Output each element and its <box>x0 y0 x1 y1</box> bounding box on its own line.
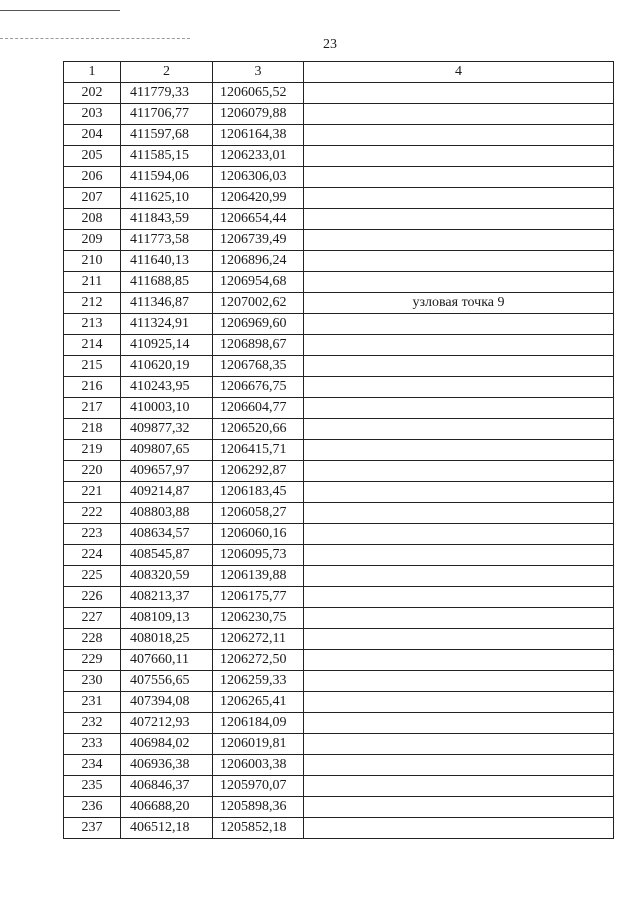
y-coordinate-cell: 1206768,35 <box>213 356 304 377</box>
table-row <box>64 629 614 650</box>
point-number-cell: 227 <box>64 608 121 629</box>
note-cell <box>304 587 614 608</box>
table-row <box>64 440 614 461</box>
x-coordinate-cell: 410925,14 <box>121 335 213 356</box>
x-coordinate-cell: 410620,19 <box>121 356 213 377</box>
table-row <box>64 797 614 818</box>
y-coordinate-cell: 1206654,44 <box>213 209 304 230</box>
y-coordinate-cell: 1206184,09 <box>213 713 304 734</box>
table-row <box>64 587 614 608</box>
y-coordinate-cell: 1206676,75 <box>213 377 304 398</box>
table-row <box>64 377 614 398</box>
column-header-2: 2 <box>121 62 213 83</box>
note-cell <box>304 776 614 797</box>
point-number-cell: 221 <box>64 482 121 503</box>
point-number-cell: 211 <box>64 272 121 293</box>
x-coordinate-cell: 411706,77 <box>121 104 213 125</box>
table-row <box>64 566 614 587</box>
point-number-cell: 217 <box>64 398 121 419</box>
x-coordinate-cell: 411594,06 <box>121 167 213 188</box>
point-number-cell: 231 <box>64 692 121 713</box>
x-coordinate-cell: 409214,87 <box>121 482 213 503</box>
y-coordinate-cell: 1205852,18 <box>213 818 304 839</box>
point-number-cell: 223 <box>64 524 121 545</box>
x-coordinate-cell: 411597,68 <box>121 125 213 146</box>
note-cell <box>304 608 614 629</box>
column-header-1: 1 <box>64 62 121 83</box>
x-coordinate-cell: 407394,08 <box>121 692 213 713</box>
point-number-cell: 220 <box>64 461 121 482</box>
table-row <box>64 230 614 251</box>
table-row <box>64 524 614 545</box>
table-row <box>64 776 614 797</box>
table-header-row <box>64 62 614 83</box>
x-coordinate-cell: 408634,57 <box>121 524 213 545</box>
x-coordinate-cell: 411779,33 <box>121 83 213 104</box>
table-row <box>64 818 614 839</box>
point-number-cell: 226 <box>64 587 121 608</box>
y-coordinate-cell: 1206060,16 <box>213 524 304 545</box>
note-cell <box>304 566 614 587</box>
note-cell <box>304 398 614 419</box>
y-coordinate-cell: 1206604,77 <box>213 398 304 419</box>
page-number: 23 <box>323 37 337 52</box>
x-coordinate-cell: 409807,65 <box>121 440 213 461</box>
x-coordinate-cell: 406936,38 <box>121 755 213 776</box>
point-number-cell: 234 <box>64 755 121 776</box>
y-coordinate-cell: 1206969,60 <box>213 314 304 335</box>
note-cell <box>304 797 614 818</box>
point-number-cell: 213 <box>64 314 121 335</box>
x-coordinate-cell: 411773,58 <box>121 230 213 251</box>
y-coordinate-cell: 1206175,77 <box>213 587 304 608</box>
table-row <box>64 671 614 692</box>
x-coordinate-cell: 406984,02 <box>121 734 213 755</box>
table-row <box>64 251 614 272</box>
y-coordinate-cell: 1206058,27 <box>213 503 304 524</box>
x-coordinate-cell: 408803,88 <box>121 503 213 524</box>
point-number-cell: 236 <box>64 797 121 818</box>
point-number-cell: 225 <box>64 566 121 587</box>
note-cell <box>304 272 614 293</box>
table-row <box>64 461 614 482</box>
point-number-cell: 214 <box>64 335 121 356</box>
point-number-cell: 204 <box>64 125 121 146</box>
x-coordinate-cell: 406846,37 <box>121 776 213 797</box>
table-body <box>64 83 614 839</box>
x-coordinate-cell: 408018,25 <box>121 629 213 650</box>
table-row <box>64 83 614 104</box>
point-number-cell: 235 <box>64 776 121 797</box>
y-coordinate-cell: 1207002,62 <box>213 293 304 314</box>
note-cell <box>304 104 614 125</box>
table-row <box>64 545 614 566</box>
y-coordinate-cell: 1206898,67 <box>213 335 304 356</box>
table-row <box>64 692 614 713</box>
y-coordinate-cell: 1206520,66 <box>213 419 304 440</box>
y-coordinate-cell: 1205970,07 <box>213 776 304 797</box>
table-row <box>64 419 614 440</box>
point-number-cell: 229 <box>64 650 121 671</box>
y-coordinate-cell: 1206259,33 <box>213 671 304 692</box>
y-coordinate-cell: 1206420,99 <box>213 188 304 209</box>
note-cell <box>304 482 614 503</box>
note-cell <box>304 209 614 230</box>
table-row <box>64 314 614 335</box>
point-number-cell: 202 <box>64 83 121 104</box>
column-header-3: 3 <box>213 62 304 83</box>
x-coordinate-cell: 408545,87 <box>121 545 213 566</box>
point-number-cell: 218 <box>64 419 121 440</box>
y-coordinate-cell: 1206139,88 <box>213 566 304 587</box>
table-row <box>64 356 614 377</box>
table-row <box>64 503 614 524</box>
note-cell <box>304 650 614 671</box>
note-cell <box>304 713 614 734</box>
note-cell <box>304 314 614 335</box>
note-cell <box>304 146 614 167</box>
point-number-cell: 219 <box>64 440 121 461</box>
table-row <box>64 209 614 230</box>
point-number-cell: 212 <box>64 293 121 314</box>
note-cell <box>304 440 614 461</box>
y-coordinate-cell: 1206292,87 <box>213 461 304 482</box>
point-number-cell: 237 <box>64 818 121 839</box>
y-coordinate-cell: 1205898,36 <box>213 797 304 818</box>
note-cell <box>304 230 614 251</box>
y-coordinate-cell: 1206183,45 <box>213 482 304 503</box>
table-row <box>64 125 614 146</box>
point-number-cell: 228 <box>64 629 121 650</box>
y-coordinate-cell: 1206003,38 <box>213 755 304 776</box>
x-coordinate-cell: 406688,20 <box>121 797 213 818</box>
y-coordinate-cell: 1206019,81 <box>213 734 304 755</box>
x-coordinate-cell: 411324,91 <box>121 314 213 335</box>
point-number-cell: 207 <box>64 188 121 209</box>
point-number-cell: 209 <box>64 230 121 251</box>
table-row <box>64 335 614 356</box>
x-coordinate-cell: 408213,37 <box>121 587 213 608</box>
y-coordinate-cell: 1206233,01 <box>213 146 304 167</box>
note-cell: узловая точка 9 <box>304 293 614 314</box>
y-coordinate-cell: 1206272,11 <box>213 629 304 650</box>
point-number-cell: 230 <box>64 671 121 692</box>
x-coordinate-cell: 411625,10 <box>121 188 213 209</box>
x-coordinate-cell: 411688,85 <box>121 272 213 293</box>
note-cell <box>304 356 614 377</box>
x-coordinate-cell: 407212,93 <box>121 713 213 734</box>
table-row <box>64 650 614 671</box>
coordinates-table <box>63 61 614 839</box>
x-coordinate-cell: 411843,59 <box>121 209 213 230</box>
x-coordinate-cell: 409657,97 <box>121 461 213 482</box>
point-number-cell: 208 <box>64 209 121 230</box>
x-coordinate-cell: 411346,87 <box>121 293 213 314</box>
y-coordinate-cell: 1206306,03 <box>213 167 304 188</box>
note-cell <box>304 524 614 545</box>
y-coordinate-cell: 1206079,88 <box>213 104 304 125</box>
point-number-cell: 216 <box>64 377 121 398</box>
note-cell <box>304 692 614 713</box>
point-number-cell: 210 <box>64 251 121 272</box>
point-number-cell: 203 <box>64 104 121 125</box>
table-row <box>64 713 614 734</box>
scan-artifact-line <box>0 10 120 11</box>
note-cell <box>304 818 614 839</box>
table-row <box>64 146 614 167</box>
x-coordinate-cell: 411640,13 <box>121 251 213 272</box>
note-cell <box>304 419 614 440</box>
y-coordinate-cell: 1206272,50 <box>213 650 304 671</box>
table-row <box>64 293 614 314</box>
y-coordinate-cell: 1206265,41 <box>213 692 304 713</box>
table-row <box>64 272 614 293</box>
table-row <box>64 734 614 755</box>
column-header-4: 4 <box>304 62 614 83</box>
x-coordinate-cell: 409877,32 <box>121 419 213 440</box>
note-cell <box>304 629 614 650</box>
y-coordinate-cell: 1206095,73 <box>213 545 304 566</box>
note-cell <box>304 188 614 209</box>
note-cell <box>304 83 614 104</box>
y-coordinate-cell: 1206954,68 <box>213 272 304 293</box>
table-row <box>64 167 614 188</box>
y-coordinate-cell: 1206164,38 <box>213 125 304 146</box>
note-cell <box>304 125 614 146</box>
y-coordinate-cell: 1206896,24 <box>213 251 304 272</box>
x-coordinate-cell: 407556,65 <box>121 671 213 692</box>
x-coordinate-cell: 408320,59 <box>121 566 213 587</box>
point-number-cell: 222 <box>64 503 121 524</box>
note-cell <box>304 335 614 356</box>
note-cell <box>304 671 614 692</box>
note-cell <box>304 503 614 524</box>
x-coordinate-cell: 410243,95 <box>121 377 213 398</box>
note-cell <box>304 461 614 482</box>
x-coordinate-cell: 406512,18 <box>121 818 213 839</box>
y-coordinate-cell: 1206230,75 <box>213 608 304 629</box>
x-coordinate-cell: 410003,10 <box>121 398 213 419</box>
point-number-cell: 206 <box>64 167 121 188</box>
note-cell <box>304 251 614 272</box>
note-cell <box>304 377 614 398</box>
note-cell <box>304 545 614 566</box>
x-coordinate-cell: 411585,15 <box>121 146 213 167</box>
table-row <box>64 608 614 629</box>
y-coordinate-cell: 1206415,71 <box>213 440 304 461</box>
point-number-cell: 215 <box>64 356 121 377</box>
note-cell <box>304 734 614 755</box>
point-number-cell: 232 <box>64 713 121 734</box>
note-cell <box>304 755 614 776</box>
point-number-cell: 224 <box>64 545 121 566</box>
point-number-cell: 205 <box>64 146 121 167</box>
y-coordinate-cell: 1206739,49 <box>213 230 304 251</box>
y-coordinate-cell: 1206065,52 <box>213 83 304 104</box>
x-coordinate-cell: 407660,11 <box>121 650 213 671</box>
note-cell <box>304 167 614 188</box>
table-row <box>64 104 614 125</box>
table-row <box>64 755 614 776</box>
table-row <box>64 188 614 209</box>
table-row <box>64 398 614 419</box>
table-row <box>64 482 614 503</box>
point-number-cell: 233 <box>64 734 121 755</box>
x-coordinate-cell: 408109,13 <box>121 608 213 629</box>
